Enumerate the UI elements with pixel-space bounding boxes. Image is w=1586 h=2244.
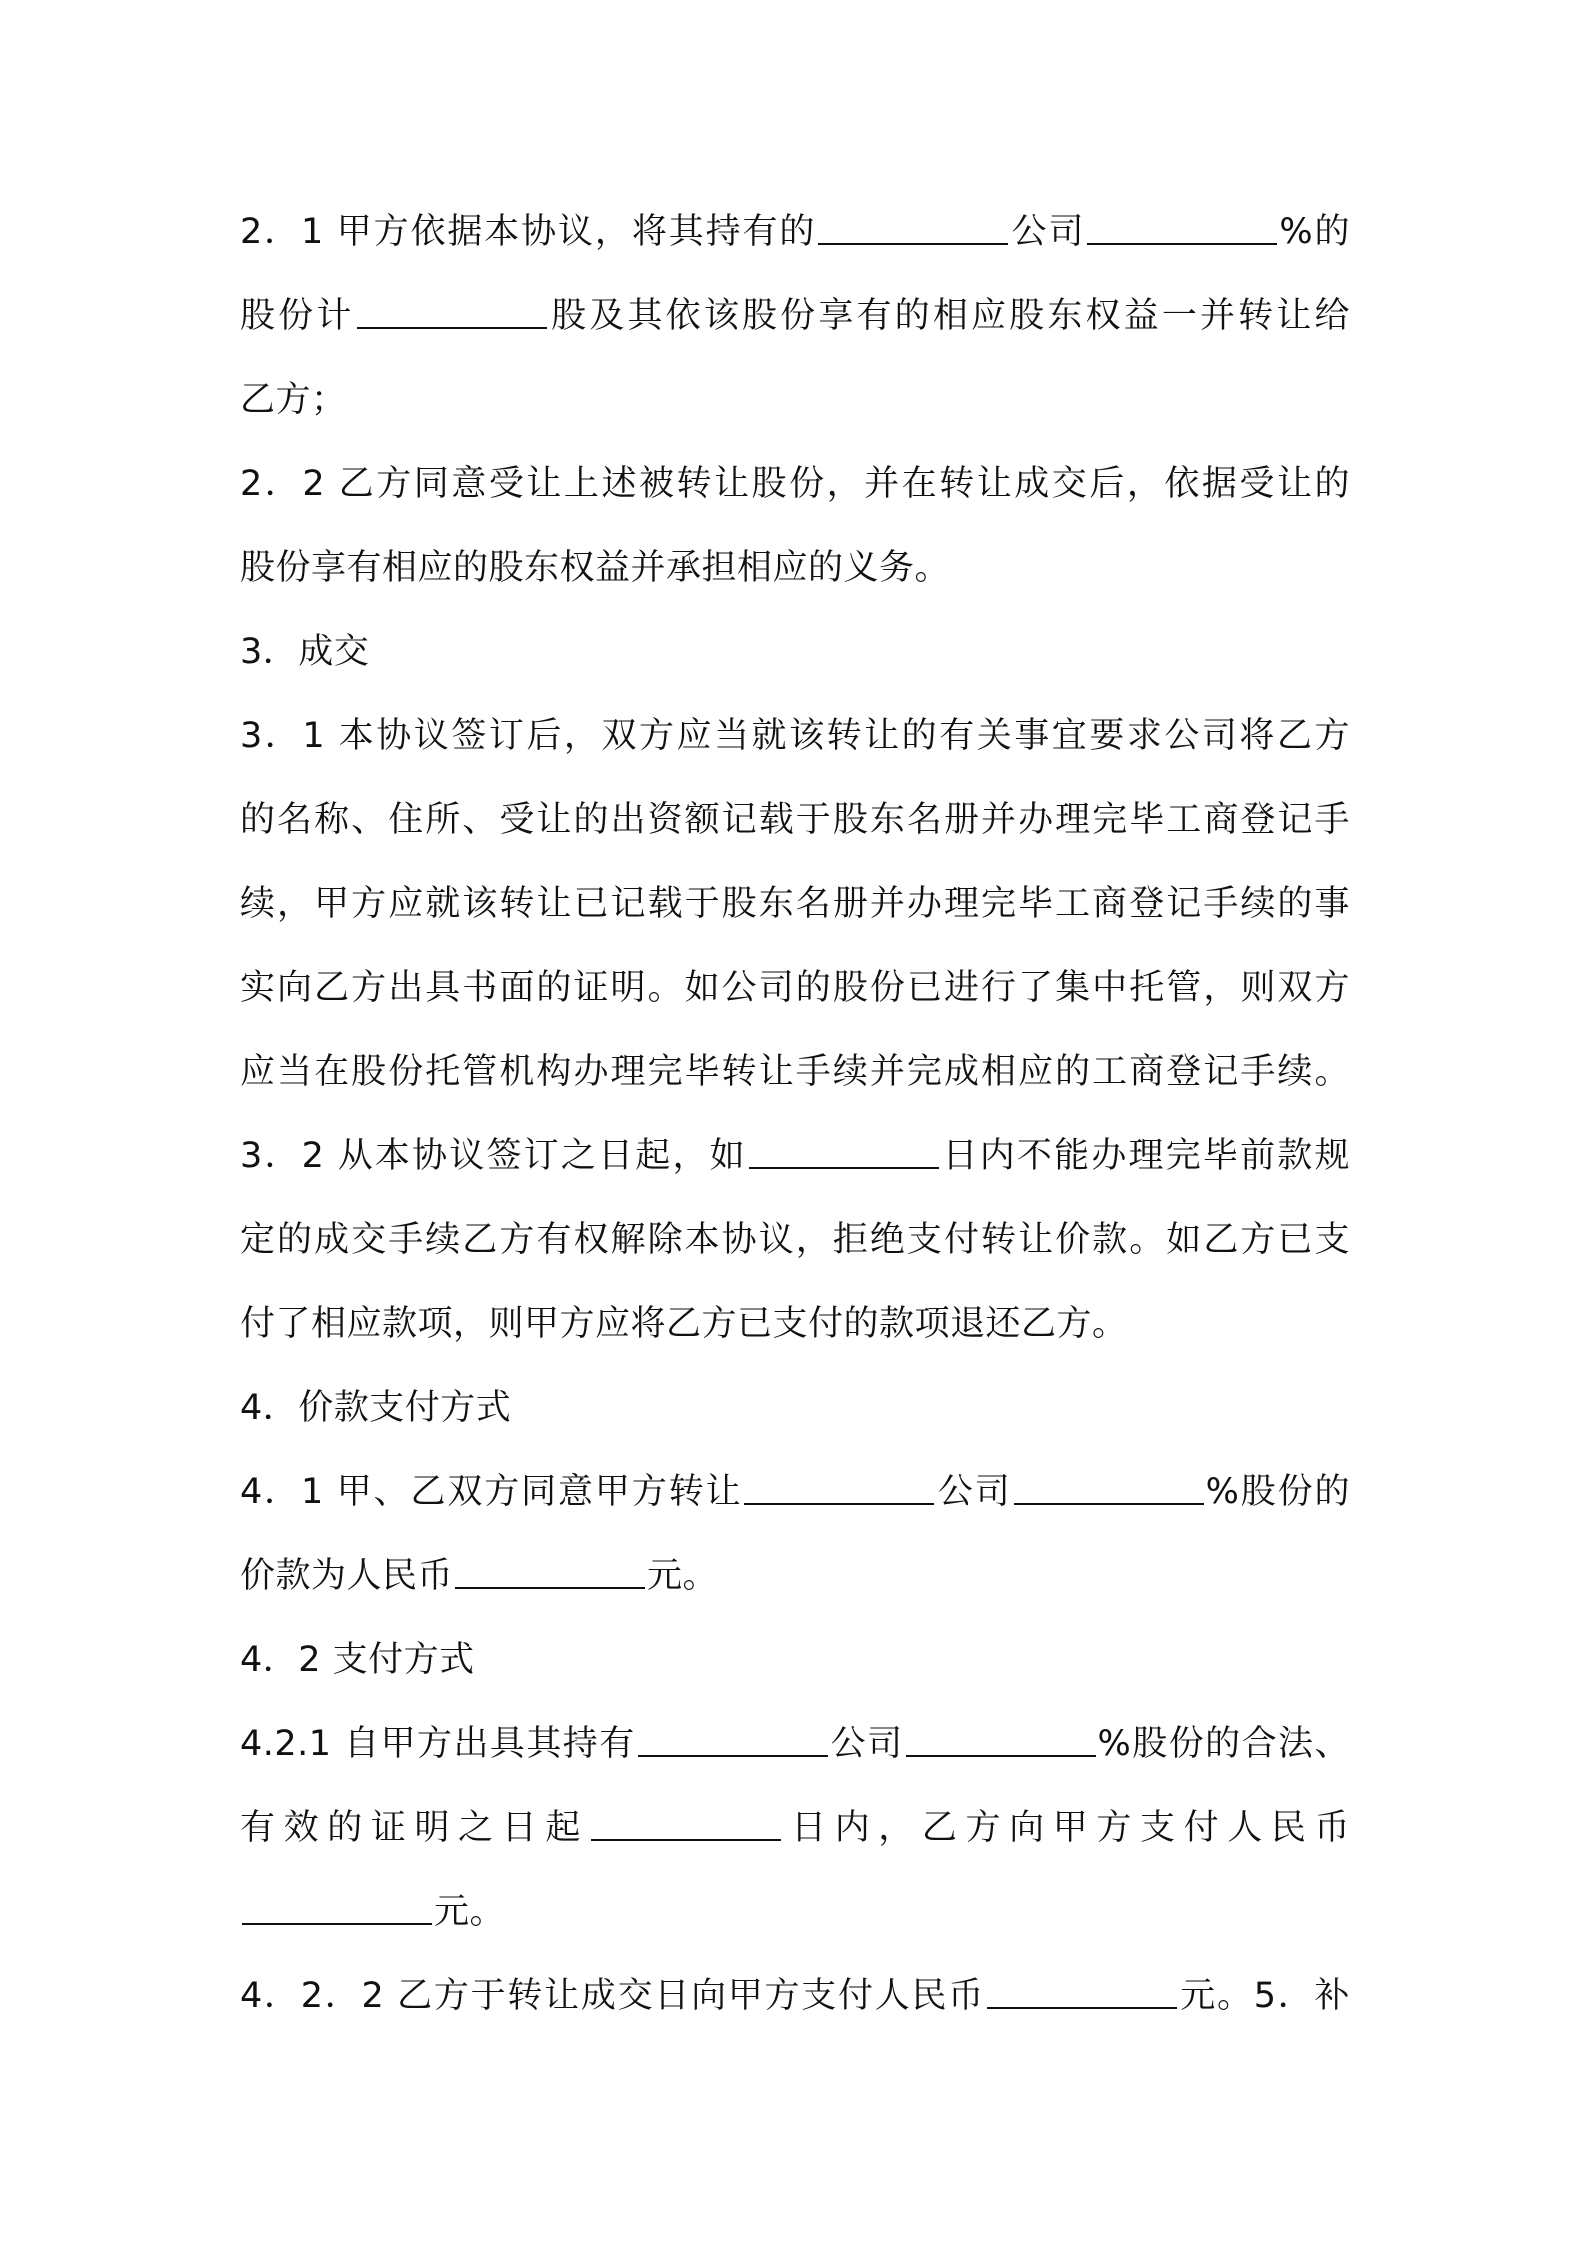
- paragraph-line: [240, 778, 1350, 862]
- text-segment: 应当在股份托管机构办理完毕转让手续并完成相应的工商登记手续。: [240, 1052, 1350, 1092]
- text-segment: 元。5．补: [1179, 1976, 1350, 2016]
- fill-in-blank: [749, 1133, 939, 1169]
- paragraph-line: [240, 190, 1350, 274]
- fill-in-blank: [906, 1721, 1096, 1757]
- text-segment: 4.2.1 自甲方出具其持有: [240, 1724, 636, 1764]
- text-segment: 2．2 乙方同意受让上述被转让股份，并在转让成交后，依据受让的: [240, 464, 1350, 504]
- text-segment: 元。: [647, 1556, 719, 1596]
- paragraph-line: [240, 862, 1350, 946]
- paragraph-line: [240, 1198, 1350, 1282]
- paragraph-line: [240, 1870, 1350, 1954]
- fill-in-blank: [1087, 209, 1277, 245]
- paragraph-line: [240, 442, 1350, 526]
- section-heading: [240, 610, 1350, 694]
- fill-in-blank: [638, 1721, 828, 1757]
- paragraph-line: [240, 1786, 1350, 1870]
- paragraph-line: [240, 1282, 1350, 1366]
- text-segment: 续，甲方应就该转让已记载于股东名册并办理完毕工商登记手续的事: [240, 884, 1350, 924]
- contract-text: [240, 190, 1350, 2038]
- text-segment: %股份的合法、: [1097, 1724, 1350, 1764]
- text-segment: 实向乙方出具书面的证明。如公司的股份已进行了集中托管，则双方: [240, 968, 1350, 1008]
- fill-in-blank: [744, 1469, 934, 1505]
- text-segment: 2．1 甲方依据本协议，将其持有的: [240, 212, 817, 252]
- paragraph-line: [240, 1702, 1350, 1786]
- paragraph-line: [240, 358, 1350, 442]
- text-segment: 公司: [936, 1472, 1012, 1512]
- fill-in-blank: [987, 1973, 1177, 2009]
- subsection-heading: [240, 1618, 1350, 1702]
- text-segment: 有效的证明之日起: [240, 1808, 589, 1848]
- text-segment: 定的成交手续乙方有权解除本协议，拒绝支付转让价款。如乙方已支: [240, 1220, 1350, 1260]
- paragraph-line: [240, 274, 1350, 358]
- fill-in-blank: [591, 1805, 781, 1841]
- text-segment: 3．成交: [240, 632, 370, 672]
- fill-in-blank: [242, 1889, 432, 1925]
- fill-in-blank: [455, 1553, 645, 1589]
- fill-in-blank: [818, 209, 1008, 245]
- section-heading: [240, 1366, 1350, 1450]
- text-segment: %股份的: [1205, 1472, 1350, 1512]
- paragraph-line: [240, 1114, 1350, 1198]
- text-segment: 日内不能办理完毕前款规: [940, 1136, 1350, 1176]
- text-segment: 3．1 本协议签订后，双方应当就该转让的有关事宜要求公司将乙方: [240, 716, 1350, 756]
- text-segment: 日内，乙方向甲方支付人民币: [782, 1808, 1350, 1848]
- text-segment: 4．2．2 乙方于转让成交日向甲方支付人民币: [240, 1976, 986, 2016]
- text-segment: 4．2 支付方式: [240, 1640, 475, 1680]
- text-segment: 股及其依该股份享有的相应股东权益一并转让给: [548, 296, 1350, 336]
- fill-in-blank: [357, 293, 547, 329]
- text-segment: 股份享有相应的股东权益并承担相应的义务。: [240, 548, 951, 588]
- paragraph-line: [240, 946, 1350, 1030]
- text-segment: 付了相应款项，则甲方应将乙方已支付的款项退还乙方。: [240, 1304, 1128, 1344]
- text-segment: 的名称、住所、受让的出资额记载于股东名册并办理完毕工商登记手: [240, 800, 1350, 840]
- text-segment: 公司: [829, 1724, 904, 1764]
- text-segment: 元。: [434, 1892, 506, 1932]
- paragraph-line: [240, 1450, 1350, 1534]
- paragraph-line: [240, 526, 1350, 610]
- text-segment: 公司: [1010, 212, 1086, 252]
- text-segment: 股份计: [240, 296, 355, 336]
- text-segment: 乙方；: [240, 380, 347, 420]
- paragraph-line: [240, 1534, 1350, 1618]
- fill-in-blank: [1014, 1469, 1204, 1505]
- text-segment: 3．2 从本协议签订之日起，如: [240, 1136, 747, 1176]
- paragraph-line: [240, 1030, 1350, 1114]
- text-segment: 价款为人民币: [240, 1556, 454, 1596]
- paragraph-line: [240, 1954, 1350, 2038]
- paragraph-line: [240, 694, 1350, 778]
- text-segment: 4．价款支付方式: [240, 1388, 512, 1428]
- text-segment: %的: [1279, 212, 1350, 252]
- text-segment: 4．1 甲、乙双方同意甲方转让: [240, 1472, 743, 1512]
